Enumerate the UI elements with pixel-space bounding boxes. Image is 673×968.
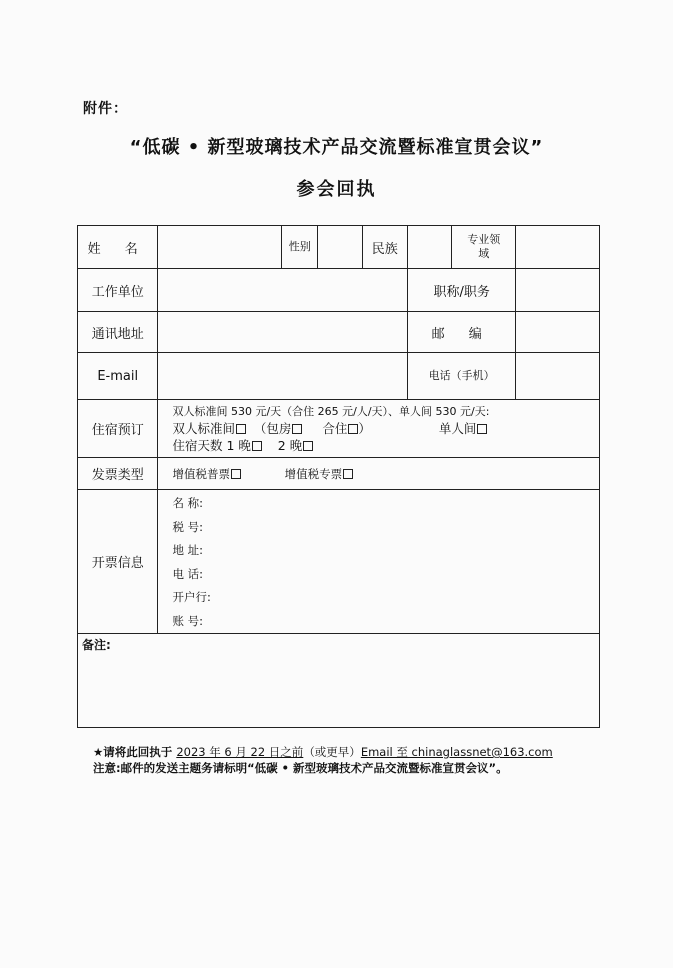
- invoice-special-label: 增值税专票: [284, 466, 343, 481]
- address-field[interactable]: [158, 312, 407, 353]
- lodging-options: [158, 400, 600, 458]
- invoice-ordinary-label: 增值税普票: [172, 466, 230, 481]
- invoice-type-label: 发票类型: [78, 458, 158, 490]
- phone-field[interactable]: [516, 353, 600, 400]
- single-room-checkbox[interactable]: [477, 424, 487, 434]
- note-mid: （或更早）: [303, 745, 361, 759]
- page-subtitle: 参会回执: [296, 179, 377, 200]
- billing-name-field[interactable]: 名 称:: [172, 496, 203, 510]
- invoice-type-options: [158, 458, 600, 490]
- double-room-checkbox[interactable]: [236, 424, 246, 434]
- phone-label: 电话（手机）: [407, 353, 516, 400]
- remarks-field[interactable]: [78, 634, 600, 728]
- registration-form: [77, 225, 600, 728]
- submission-note: [93, 744, 553, 760]
- job-title-label: 职称/职务: [407, 269, 516, 312]
- note2-text: 邮件的发送主题务请标明“低碳 • 新型玻璃技术产品交流暨标准宣贯会议”。: [120, 761, 508, 775]
- shared-room-close: ）: [358, 421, 371, 436]
- specialty-label: 专业领域: [452, 226, 516, 269]
- lodging-label: 住宿预订: [78, 400, 158, 458]
- note-email: Email 至 chinaglassnet@163.com: [360, 745, 553, 759]
- billing-account-field[interactable]: 账 号:: [172, 613, 203, 628]
- email-label: E-mail: [78, 353, 158, 400]
- note2-label: 注意:: [93, 761, 121, 775]
- shared-room-checkbox[interactable]: [348, 424, 358, 434]
- remarks-label: 备注:: [82, 638, 111, 652]
- double-room-label: 双人标准间: [172, 421, 235, 436]
- note-deadline: 2023 年 6 月 22 日之前: [176, 745, 304, 759]
- ethnicity-field[interactable]: [407, 226, 451, 269]
- one-night-checkbox[interactable]: [252, 441, 262, 451]
- invoice-ordinary-checkbox[interactable]: [231, 469, 241, 479]
- note-prefix: ★请将此回执于: [93, 745, 177, 759]
- postcode-field[interactable]: [516, 312, 600, 353]
- subject-note: [93, 760, 508, 776]
- two-nights-checkbox[interactable]: [303, 441, 313, 451]
- lodging-room-options: [172, 420, 595, 437]
- page-title: “低碳 • 新型玻璃技术产品交流暨标准宣贯会议”: [129, 137, 544, 158]
- attachment-label: 附件：: [83, 101, 128, 117]
- employer-field[interactable]: [158, 269, 407, 312]
- invoice-special-checkbox[interactable]: [343, 469, 353, 479]
- one-night-label: 1 晚: [226, 438, 251, 453]
- name-label: 姓 名: [78, 226, 158, 269]
- gender-field[interactable]: [318, 226, 362, 269]
- name-field[interactable]: [158, 226, 282, 269]
- billing-info-label: 开票信息: [78, 490, 158, 634]
- billing-info-fields: [158, 490, 600, 634]
- gender-label: 性别: [282, 226, 318, 269]
- ethnicity-label: 民族: [362, 226, 407, 269]
- address-label: 通讯地址: [78, 312, 158, 353]
- nights-label: 住宿天数: [172, 438, 223, 453]
- specialty-field[interactable]: [516, 226, 600, 269]
- billing-phone-field[interactable]: 电 话:: [172, 566, 203, 581]
- email-field[interactable]: [158, 353, 407, 400]
- single-room-label: 单人间: [438, 421, 477, 436]
- billing-address-field[interactable]: 地 址:: [172, 543, 203, 557]
- billing-tax-id-field[interactable]: 税 号:: [172, 519, 203, 534]
- whole-room-label: （包房: [253, 421, 292, 436]
- two-nights-label: 2 晚: [277, 438, 303, 453]
- shared-room-label: 合住: [322, 421, 348, 436]
- lodging-rates: 双人标准间 530 元/天（合住 265 元/人/天）、单人间 530 元/天:: [172, 405, 490, 418]
- job-title-field[interactable]: [516, 269, 600, 312]
- employer-label: 工作单位: [78, 269, 158, 312]
- postcode-label: 邮 编: [407, 312, 516, 353]
- lodging-nights-options: [172, 437, 595, 454]
- whole-room-checkbox[interactable]: [292, 424, 302, 434]
- billing-bank-field[interactable]: 开户行:: [172, 590, 211, 604]
